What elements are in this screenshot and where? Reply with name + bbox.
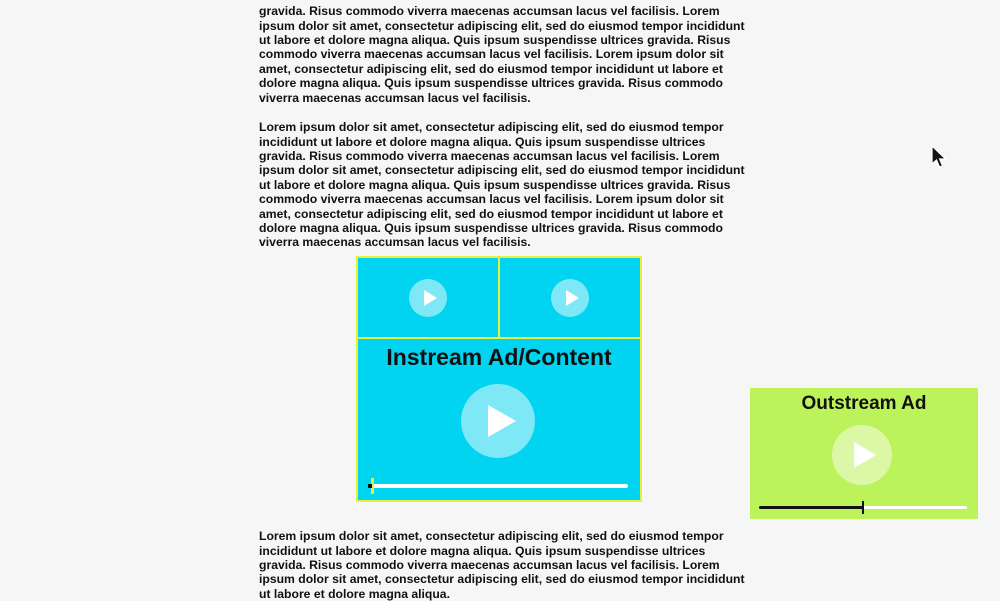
instream-player — [356, 256, 642, 502]
play-icon[interactable] — [409, 279, 447, 317]
instream-title: Instream Ad/Content — [386, 344, 612, 370]
outstream-title: Outstream Ad — [801, 393, 927, 414]
article-paragraph: Lorem ipsum dolor sit amet, consectetur adipiscing elit, sed do eiusmod tempor incididunt ut labore et dolore magna aliqua. Quis ipsum suspendisse ultrices gravida. Risus commodo viverra maecenas accumsan lacus vel facilisis. Lorem ipsum dolor sit amet, consectetur adipiscing elit, sed do eiusmod tempor incididunt ut labore et dolore magna aliqua. — [259, 529, 745, 601]
progress-handle[interactable] — [862, 501, 864, 514]
outstream-player — [750, 388, 978, 519]
progress-fill — [759, 506, 863, 509]
divider — [358, 337, 640, 339]
mouse-cursor-icon — [930, 144, 950, 170]
play-icon[interactable] — [551, 279, 589, 317]
article-paragraph: Lorem ipsum dolor sit amet, consectetur adipiscing elit, sed do eiusmod tempor incididunt ut labore et dolore magna aliqua. Quis ipsum suspendisse ultrices gravida. Risus commodo viverra maecenas accumsan lacus vel facilisis. Lorem ipsum dolor sit amet, consectetur adipiscing elit, sed do eiusmod tempor incididunt ut labore et dolore magna aliqua. Quis ipsum suspendisse ultrices gravida. Risus commodo viverra maecenas accumsan lacus vel facilisis. Lorem ipsum dolor sit amet, consectetur adipiscing elit, sed do eiusmod tempor incididunt ut labore et dolore magna aliqua. Quis ipsum suspendisse ultrices gravida. Risus commodo viverra maecenas accumsan lacus vel facilisis. — [259, 120, 745, 250]
video-thumbnail-1[interactable] — [358, 258, 500, 337]
progress-handle[interactable] — [371, 478, 374, 494]
video-thumbnail-2[interactable] — [500, 258, 640, 337]
progress-bar[interactable] — [759, 506, 967, 509]
progress-bar[interactable] — [370, 484, 628, 488]
play-button[interactable] — [832, 425, 892, 485]
play-button[interactable] — [461, 384, 535, 458]
article-paragraph: gravida. Risus commodo viverra maecenas accumsan lacus vel facilisis. Lorem ipsum dolor sit amet, consectetur adipiscing elit, sed do eiusmod tempor incididunt ut labore et dolore magna aliqua. Quis ipsum suspendisse ultrices gravida. Risus commodo viverra maecenas accumsan lacus vel facilisis. Lorem ipsum dolor sit amet, consectetur adipiscing elit, sed do eiusmod tempor incididunt ut labore et dolore magna aliqua. Quis ipsum suspendisse ultrices gravida. Risus commodo viverra maecenas accumsan lacus vel facilisis. — [259, 4, 745, 105]
